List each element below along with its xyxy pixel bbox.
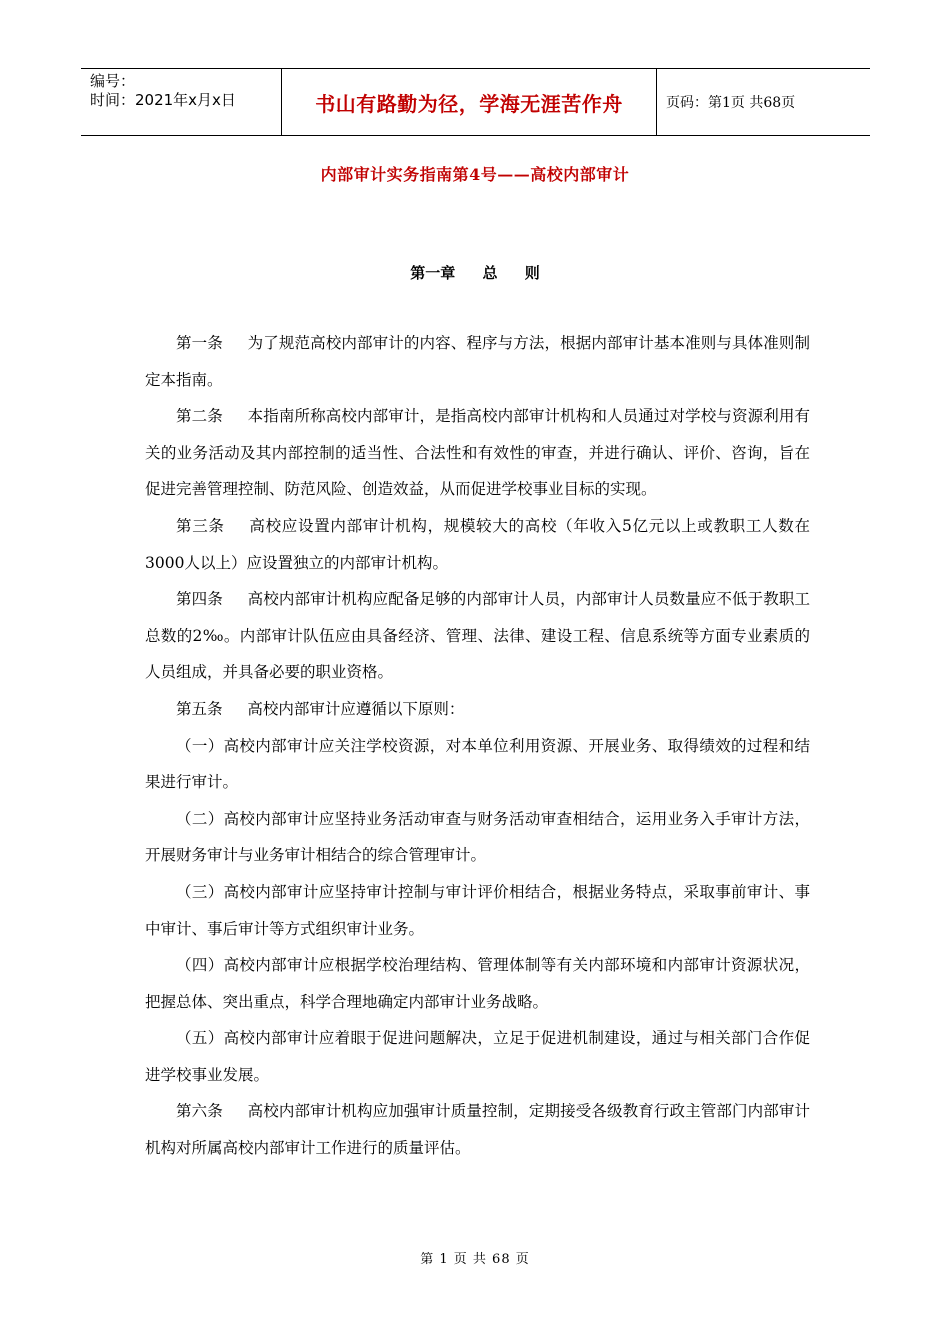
principle-paragraph — [145, 801, 810, 874]
body-text — [145, 325, 810, 1167]
article-text: 高校内部审计应遵循以下原则： — [247, 699, 465, 718]
principle-text: （二）高校内部审计应坚持业务活动审查与财务活动审查相结合，运用业务入手审计方法，开展财务审计与业务审计相结合的综合管理审计。 — [145, 809, 810, 865]
article-text: 高校内部审计机构应配备足够的内部审计人员，内部审计人员数量应不低于教职工总数的2‰。内部审计队伍应由具备经济、管理、法律、建设工程、信息系统等方面专业素质的人员组成，并具备必要的职业资格。 — [145, 590, 810, 682]
article-text: 高校内部审计机构应加强审计质量控制，定期接受各级教育行政主管部门内部审计机构对所属高校内部审计工作进行的质量评估。 — [145, 1102, 810, 1158]
serial-label: 编号： — [90, 72, 136, 90]
header-meta-cell — [81, 69, 282, 135]
principle-text: （五）高校内部审计应着眼于促进问题解决，立足于促进机制建设，通过与相关部门合作促进学校事业发展。 — [145, 1029, 810, 1084]
principle-paragraph — [145, 728, 810, 801]
article-paragraph — [145, 1093, 810, 1166]
article-text: 为了规范高校内部审计的内容、程序与方法，根据内部审计基本准则与具体准则制定本指南。 — [145, 334, 810, 389]
principle-paragraph — [145, 1020, 810, 1093]
article-paragraph — [145, 508, 810, 581]
page-footer: 第 1 页 共 68 页 — [420, 1252, 530, 1267]
article-paragraph — [145, 325, 810, 398]
article-number: 第三条 — [176, 516, 225, 535]
principle-text: （四）高校内部审计应根据学校治理结构、管理体制等有关内部环境和内部审计资源状况，把握总体、突出重点，科学合理地确定内部审计业务战略。 — [145, 956, 810, 1011]
article-text: 高校应设置内部审计机构，规模较大的高校（年收入5亿元以上或教职工人数在3000人以上）应设置独立的内部审计机构。 — [145, 516, 810, 572]
document-title: 内部审计实务指南第4号——高校内部审计 — [320, 165, 630, 184]
page-info: 页码：第1页 共68页 — [666, 95, 796, 111]
principle-paragraph — [145, 947, 810, 1020]
article-number: 第一条 — [176, 334, 223, 352]
article-text: 本指南所称高校内部审计，是指高校内部审计机构和人员通过对学校与资源利用有关的业务活动及其内部控制的适当性、合法性和有效性的审查，并进行确认、评价、咨询，旨在促进完善管理控制、防范风险、创造效益，从而促进学校事业目标的实现。 — [145, 407, 810, 499]
motto: 书山有路勤为径，学海无涯苦作舟 — [315, 91, 623, 116]
principle-paragraph — [145, 874, 810, 947]
article-number: 第六条 — [176, 1102, 223, 1121]
time-label: 时间：2021年x月x日 — [90, 91, 236, 109]
article-paragraph — [145, 691, 810, 728]
article-paragraph — [145, 581, 810, 691]
article-number: 第二条 — [176, 407, 223, 426]
chapter-title: 第一章 总 则 — [410, 264, 540, 282]
header-page-cell — [657, 69, 870, 135]
header-table — [81, 68, 870, 136]
article-number: 第五条 — [176, 699, 223, 718]
principle-text: （一）高校内部审计应关注学校资源，对本单位利用资源、开展业务、取得绩效的过程和结果进行审计。 — [145, 736, 810, 792]
principle-text: （三）高校内部审计应坚持审计控制与审计评价相结合，根据业务特点，采取事前审计、事中审计、事后审计等方式组织审计业务。 — [145, 882, 810, 938]
header-motto-cell — [282, 69, 657, 135]
article-paragraph — [145, 398, 810, 508]
article-number: 第四条 — [176, 590, 223, 609]
